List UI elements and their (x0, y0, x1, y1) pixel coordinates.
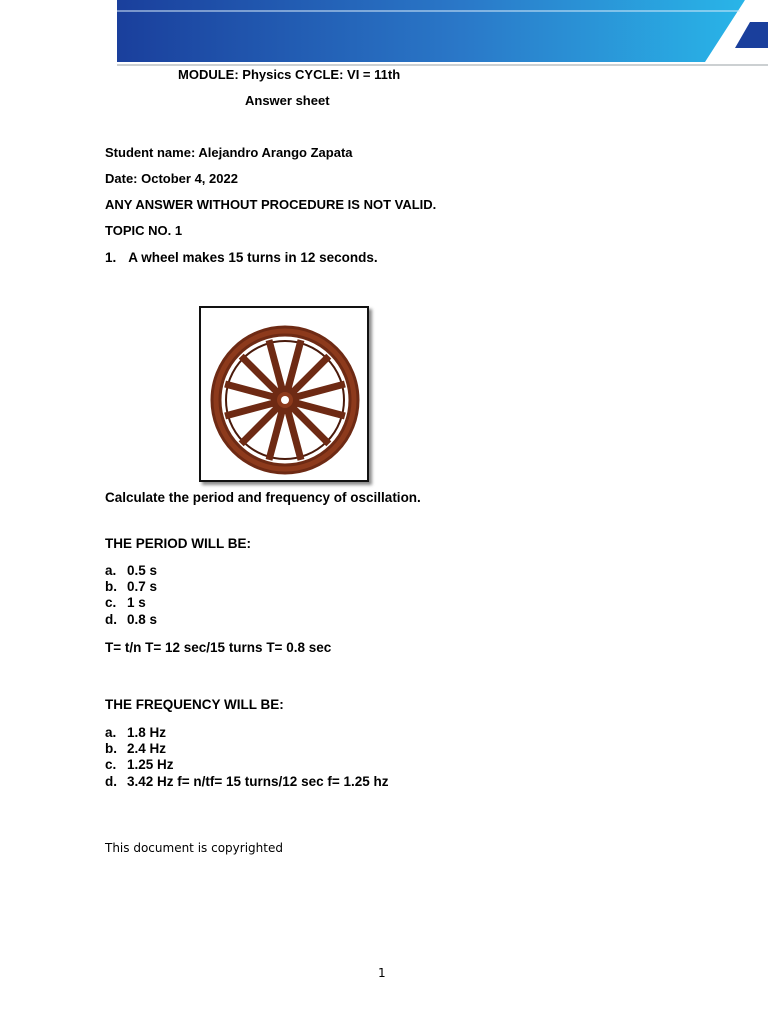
wheel-figure (199, 306, 369, 482)
instruction: Calculate the period and frequency of oscillation. (105, 490, 421, 505)
date-line: Date: October 4, 2022 (105, 171, 238, 186)
page-number: 1 (378, 966, 386, 980)
question-1 (105, 250, 378, 265)
question-number: 1. (105, 250, 117, 265)
frequency-options (105, 725, 389, 790)
list-item: b. 2.4 Hz (105, 741, 167, 757)
list-item: c. 1.25 Hz (105, 757, 174, 773)
list-item: a. 0.5 s (105, 563, 158, 578)
copyright-note: This document is copyrighted (105, 841, 283, 855)
page-subtitle: Answer sheet (245, 93, 330, 108)
list-item: c. 1 s (105, 595, 146, 611)
wagon-wheel-icon (201, 308, 367, 480)
student-name: Student name: Alejandro Arango Zapata (105, 145, 353, 160)
frequency-heading: THE FREQUENCY WILL BE: (105, 697, 284, 712)
list-item: b. 0.7 s (105, 579, 158, 595)
procedure-notice: ANY ANSWER WITHOUT PROCEDURE IS NOT VALID. (105, 197, 437, 212)
question-text: A wheel makes 15 turns in 12 seconds. (128, 250, 378, 265)
topic-heading: TOPIC NO. 1 (105, 223, 183, 238)
period-work: T= t/n T= 12 sec/15 turns T= 0.8 sec (105, 640, 332, 655)
period-options (105, 563, 157, 628)
period-heading: THE PERIOD WILL BE: (105, 536, 252, 551)
header-banner (0, 0, 768, 70)
module-line: MODULE: Physics CYCLE: VI = 11th (178, 67, 401, 82)
list-item: d. 3.42 Hz f= n/tf= 15 turns/12 sec f= 1.25 hz (105, 773, 389, 789)
list-item: d. 0.8 s (105, 611, 158, 627)
list-item: a. 1.8 Hz (105, 725, 167, 740)
